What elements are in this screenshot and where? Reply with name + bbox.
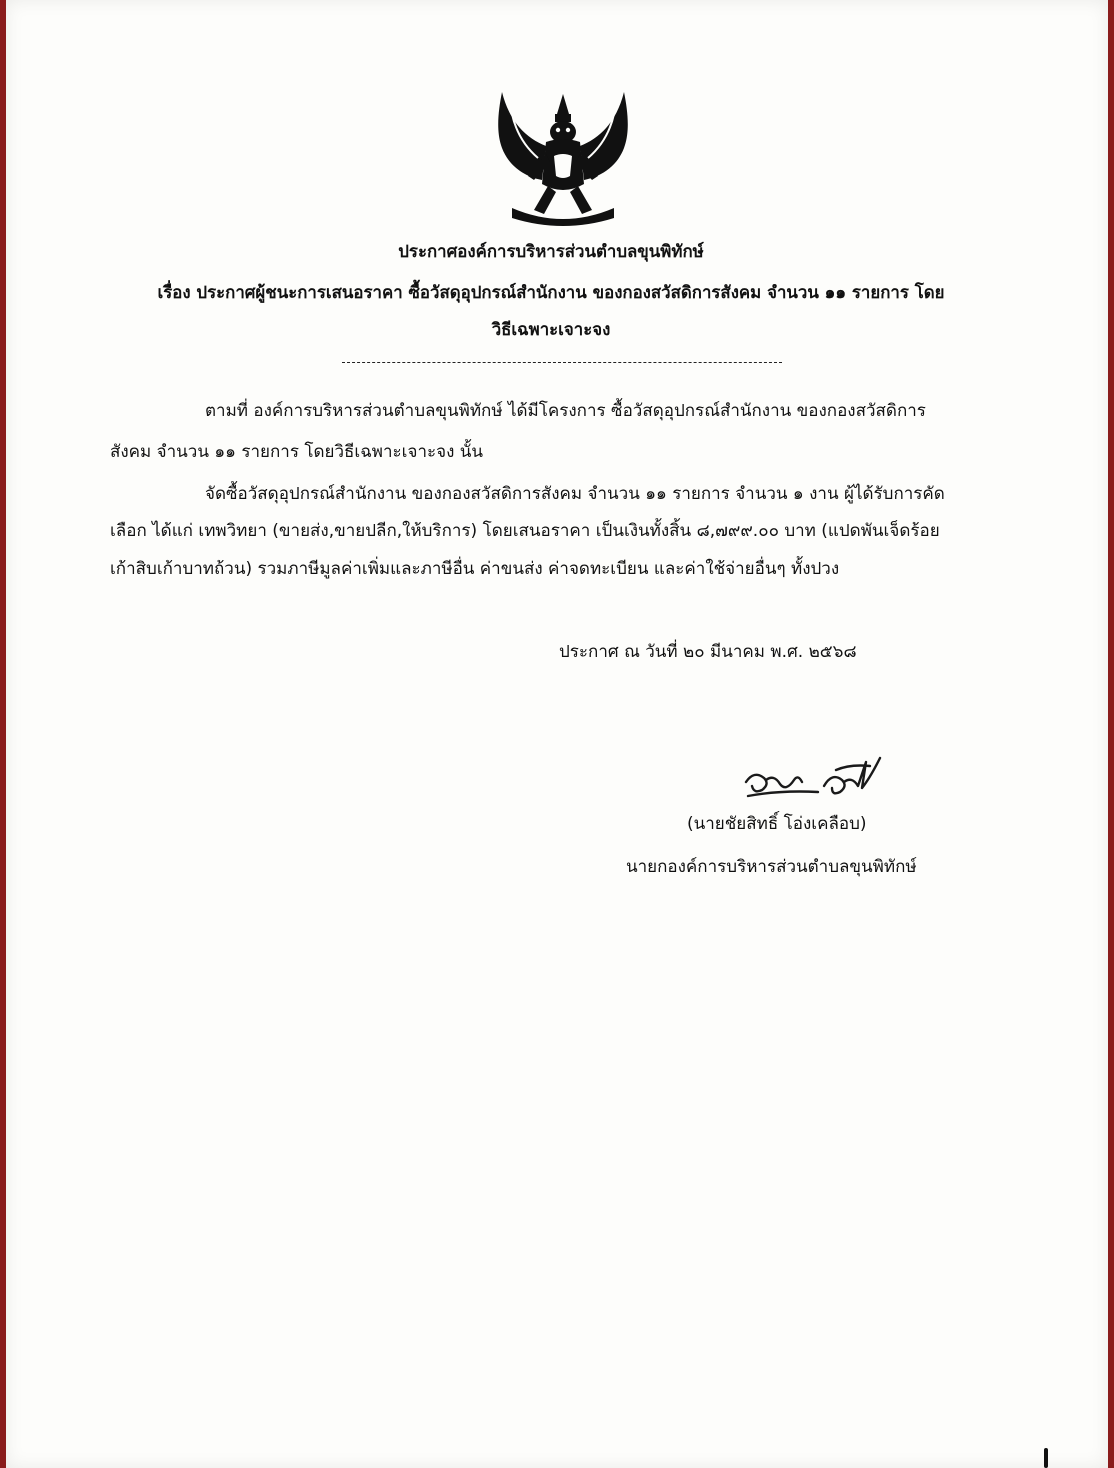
paragraph-2-line-3: เก้าสิบเก้าบาทถ้วน) รวมภาษีมูลค่าเพิ่มและภาษีอื่น ค่าขนส่ง ค่าจดทะเบียน และค่าใช้จ่ายอื่นๆ ทั้งปวง [110, 559, 840, 579]
garuda-emblem-icon [488, 84, 638, 229]
document-title: ประกาศองค์การบริหารส่วนตำบลขุนพิทักษ์ [398, 242, 704, 262]
signer-name: (นายชัยสิทธิ์ โอ่งเคลือบ) [687, 814, 867, 834]
document-subject-line-2: วิธีเฉพาะเจาะจง [491, 320, 611, 340]
signer-position: นายกองค์การบริหารส่วนตำบลขุนพิทักษ์ [626, 857, 917, 877]
document-sheet [6, 0, 1108, 1468]
page-edge-mark [1044, 1448, 1048, 1468]
paragraph-2-line-1: จัดซื้อวัสดุอุปกรณ์สำนักงาน ของกองสวัสดิการสังคม จำนวน ๑๑ รายการ จำนวน ๑ งาน ผู้ได้รับการคัด [205, 484, 945, 504]
section-divider [342, 362, 782, 363]
paragraph-1-line-1: ตามที่ องค์การบริหารส่วนตำบลขุนพิทักษ์ ได้มีโครงการ ซื้อวัสดุอุปกรณ์สำนักงาน ของกองสวัสดิการ [205, 401, 926, 421]
paragraph-1-line-2: สังคม จำนวน ๑๑ รายการ โดยวิธีเฉพาะเจาะจง นั้น [110, 442, 484, 462]
announcement-date: ประกาศ ณ วันที่ ๒๐ มีนาคม พ.ศ. ๒๕๖๘ [559, 642, 857, 662]
document-subject-line-1: เรื่อง ประกาศผู้ชนะการเสนอราคา ซื้อวัสดุอุปกรณ์สำนักงาน ของกองสวัสดิการสังคม จำนวน ๑๑ รายการ โดย [157, 283, 945, 303]
handwritten-signature-icon [740, 752, 890, 804]
paragraph-2-line-2: เลือก ได้แก่ เทพวิทยา (ขายส่ง,ขายปลีก,ให้บริการ) โดยเสนอราคา เป็นเงินทั้งสิ้น ๘,๗๙๙.๐๐ บาท (แปดพันเจ็ดร้อย [110, 521, 940, 541]
